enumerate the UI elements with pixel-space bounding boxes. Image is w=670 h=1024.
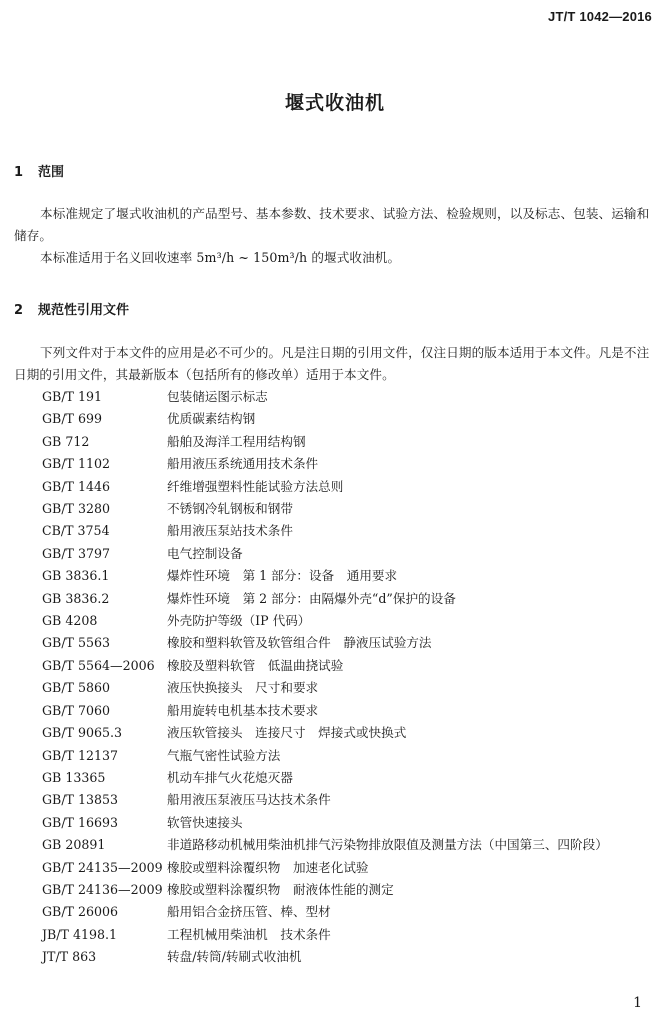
reference-item [42, 655, 662, 677]
reference-item [42, 453, 662, 475]
reference-code: GB 4208 [42, 613, 98, 629]
reference-title: 气瓶气密性试验方法 [167, 747, 281, 763]
reference-title: 包装储运图示标志 [167, 389, 268, 404]
reference-item [42, 543, 662, 565]
reference-title: 液压快换接头 尺寸和要求 [167, 680, 319, 696]
reference-item [42, 722, 662, 744]
reference-item [42, 431, 662, 453]
page-number: 1 [633, 995, 642, 1011]
reference-item [42, 767, 662, 789]
reference-title: 外壳防护等级（IP 代码） [167, 613, 311, 629]
reference-code: GB 13365 [42, 769, 106, 785]
section-number: 1 [14, 165, 24, 180]
scope-paragraph-2: 本标准适用于名义回收速率 5m³/h ~ 150m³/h 的堰式收油机。 [40, 250, 401, 265]
reference-code: GB/T 13853 [42, 792, 119, 808]
reference-list [42, 386, 662, 969]
standard-code-header: JT/T 1042—2016 [548, 9, 652, 24]
scope-paragraph-1: 本标准规定了堰式收油机的产品型号、基本参数、技术要求、试验方法、检验规则，以及标志、包装、运输和储存。 [14, 206, 650, 243]
reference-code: CB/T 3754 [42, 523, 110, 539]
reference-item [42, 745, 662, 767]
reference-code: JT/T 863 [42, 949, 97, 965]
reference-code: GB/T 699 [42, 411, 102, 427]
reference-code: GB/T 5563 [42, 635, 111, 651]
scope-text [14, 203, 659, 269]
reference-title: 船用铝合金挤压管、棒、型材 [167, 904, 331, 920]
reference-code: GB/T 9065.3 [42, 725, 123, 741]
reference-item [42, 677, 662, 699]
reference-item [42, 879, 662, 901]
reference-code: GB/T 3280 [42, 501, 111, 517]
reference-code: GB/T 12137 [42, 747, 119, 763]
reference-title: 转盘/转筒/转刷式收油机 [167, 949, 302, 965]
reference-item [42, 700, 662, 722]
reference-item [42, 498, 662, 520]
reference-title: 液压软管接头 连接尺寸 焊接式或快换式 [167, 725, 407, 741]
reference-item [42, 789, 662, 811]
reference-title: 电气控制设备 [167, 545, 243, 561]
reference-title: 爆炸性环境 第 2 部分：由隔爆外壳“d”保护的设备 [167, 590, 456, 606]
reference-item [42, 632, 662, 654]
reference-code: JB/T 4198.1 [42, 926, 118, 942]
reference-title: 工程机械用柴油机 技术条件 [167, 926, 331, 942]
reference-item [42, 408, 662, 430]
reference-title: 优质碳素结构钢 [167, 411, 256, 427]
section-number: 2 [14, 303, 24, 318]
reference-code: GB 3836.2 [42, 590, 110, 606]
reference-code: GB/T 191 [42, 389, 102, 404]
reference-item [42, 520, 662, 542]
reference-title: 纤维增强塑料性能试验方法总则 [167, 478, 344, 494]
section-title: 规范性引用文件 [38, 303, 130, 318]
reference-title: 船舶及海洋工程用结构钢 [167, 433, 306, 449]
reference-title: 软管快速接头 [167, 814, 243, 830]
reference-code: GB/T 26006 [42, 904, 119, 920]
reference-item [42, 901, 662, 923]
reference-title: 船用旋转电机基本技术要求 [167, 702, 319, 718]
reference-title: 橡胶或塑料涂覆织物 加速老化试验 [167, 859, 369, 875]
reference-code: GB 20891 [42, 837, 106, 853]
reference-title: 船用液压泵液压马达技术条件 [167, 792, 331, 808]
reference-title: 爆炸性环境 第 1 部分：设备 通用要求 [167, 568, 398, 584]
reference-title: 机动车排气火花熄灭器 [167, 769, 293, 785]
reference-code: GB/T 24136—2009 [42, 881, 163, 897]
reference-title: 橡胶或塑料涂覆织物 耐液体性能的测定 [167, 881, 394, 897]
reference-code: GB/T 1446 [42, 478, 111, 494]
reference-item [42, 857, 662, 879]
reference-item [42, 946, 662, 968]
normative-intro-paragraph: 下列文件对于本文件的应用是必不可少的。凡是注日期的引用文件，仅注日期的版本适用于本文件。凡是不注日期的引用文件，其最新版本（包括所有的修改单）适用于本文件。 [14, 345, 650, 382]
reference-code: GB/T 5564—2006 [42, 657, 155, 673]
section-title: 范围 [38, 165, 65, 180]
reference-item [42, 812, 662, 834]
reference-code: GB/T 24135—2009 [42, 859, 163, 875]
reference-title: 船用液压泵站技术条件 [167, 523, 293, 539]
reference-code: GB/T 5860 [42, 680, 111, 696]
reference-code: GB/T 3797 [42, 545, 111, 561]
reference-item [42, 565, 662, 587]
reference-code: GB 712 [42, 433, 90, 449]
reference-title: 船用液压系统通用技术条件 [167, 456, 319, 472]
reference-title: 不锈钢冷轧钢板和钢带 [167, 501, 293, 517]
reference-code: GB/T 16693 [42, 814, 119, 830]
reference-item [42, 834, 662, 856]
reference-code: GB/T 7060 [42, 702, 111, 718]
reference-item [42, 924, 662, 946]
reference-item [42, 588, 662, 610]
reference-title: 橡胶及塑料软管 低温曲挠试验 [167, 657, 344, 673]
document-title: 堰式收油机 [284, 92, 385, 114]
reference-item [42, 386, 662, 408]
reference-code: GB/T 1102 [42, 456, 111, 472]
section-2-heading [14, 299, 129, 318]
reference-code: GB 3836.1 [42, 568, 110, 584]
reference-item [42, 476, 662, 498]
reference-item [42, 610, 662, 632]
normative-intro [14, 342, 659, 386]
reference-title: 橡胶和塑料软管及软管组合件 静液压试验方法 [167, 635, 432, 651]
section-1-heading [14, 161, 64, 180]
reference-title: 非道路移动机械用柴油机排气污染物排放限值及测量方法（中国第三、四阶段） [167, 837, 608, 853]
